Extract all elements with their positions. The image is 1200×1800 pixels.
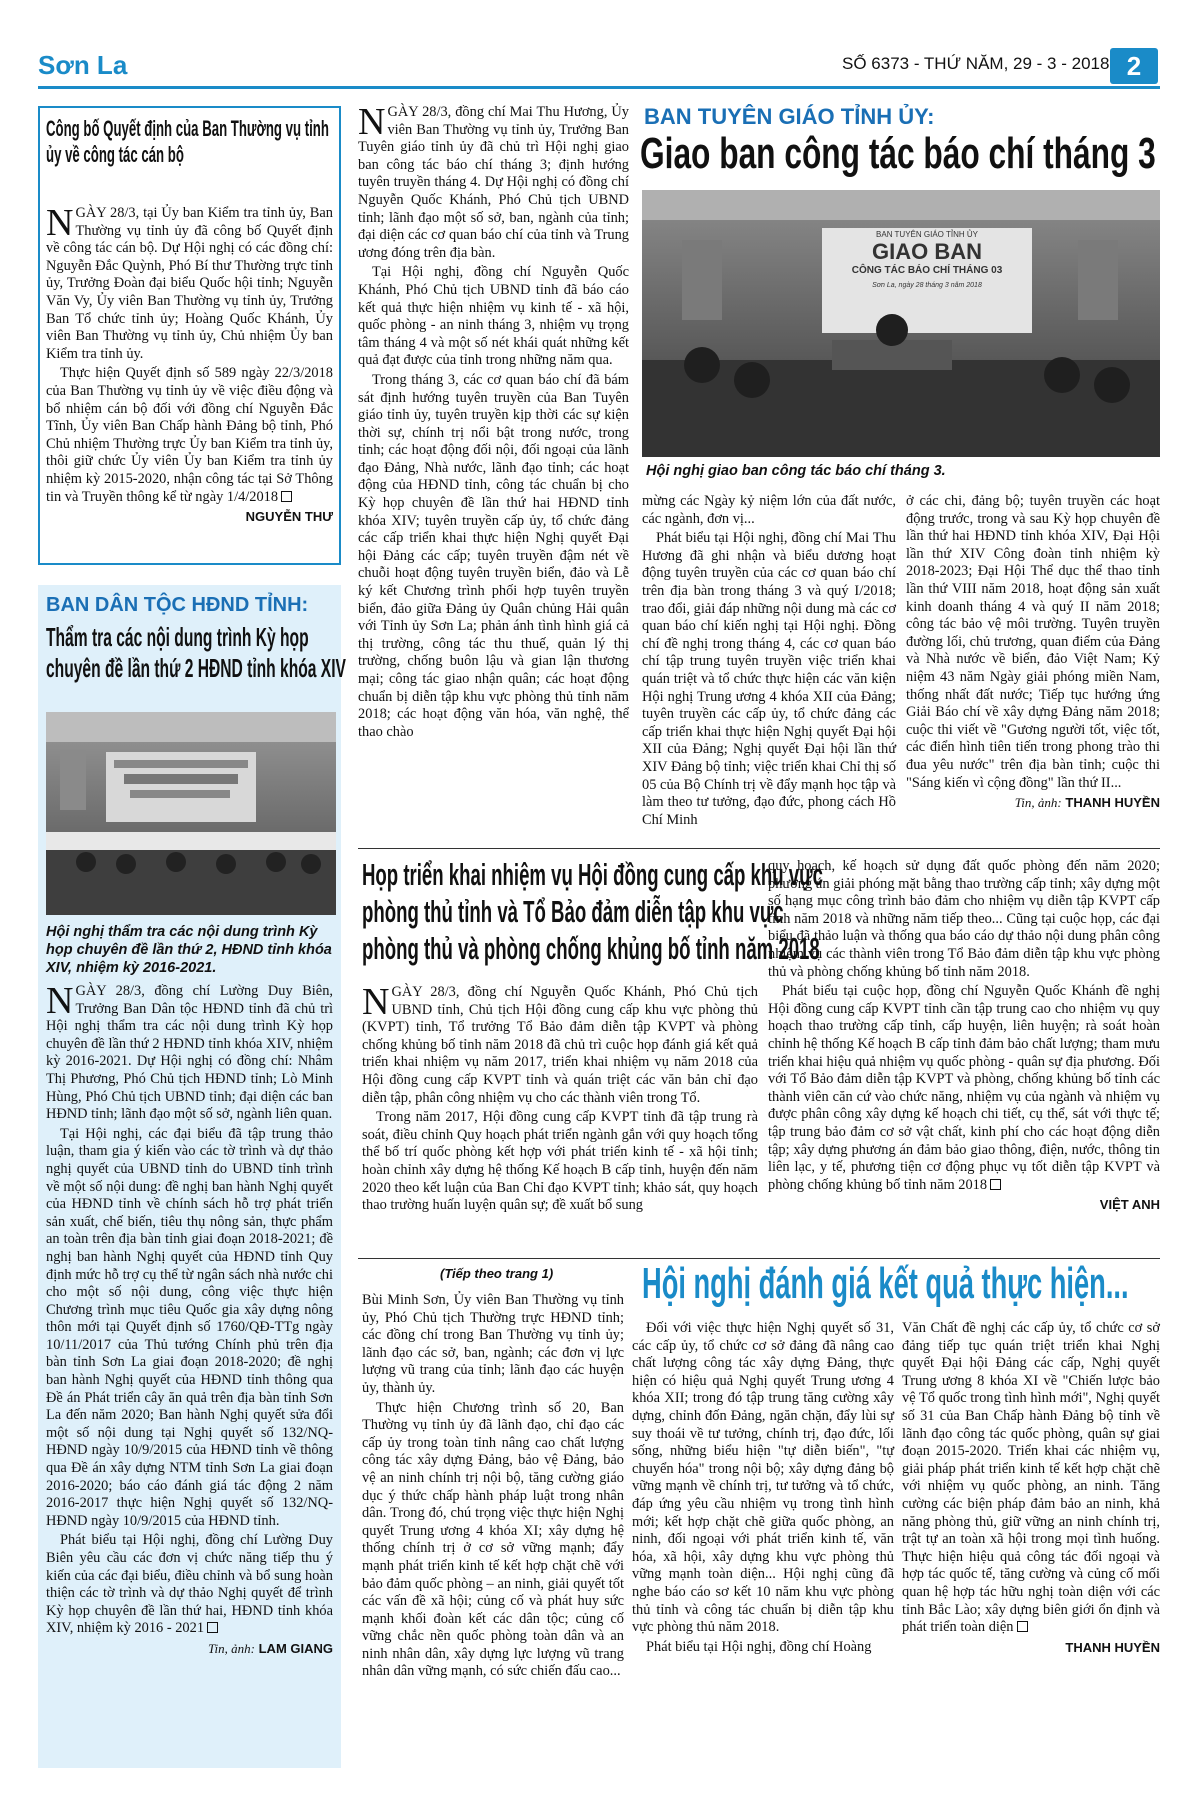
meeting-photo-image (46, 712, 336, 915)
article-1-title: Công bố Quyết định của Ban Thường vụ tỉnh ủy về công tác cán bộ (46, 116, 329, 167)
continued-note: (Tiếp theo trang 1) (440, 1266, 554, 1281)
article-3-caption: Hội nghị giao ban công tác báo chí tháng 3. (646, 463, 946, 479)
article-2-photo (46, 712, 336, 915)
end-mark-icon (281, 491, 292, 502)
article-3-col-3: ở các chi, đảng bộ; tuyên truyền các hoạt động trước, trong và sau Kỳ họp chuyên đề lần thứ hai HĐND tỉnh khóa XIV, Đại Hội lần thứ XIV Công đoàn tỉnh nhiệm kỳ 2018-2023; Đại Hội Thể dục thể thao tỉnh lần thứ VIII năm 2018, hoạt động sản xuất kinh doanh tháng 4 và quý II năm 2018; công tác bảo vệ môi trường. Tuyên truyền đường lối, chủ trương, quan điểm của Đảng và Nhà nước về biển, đảo Việt Nam; Kỷ niệm 43 năm Ngày giải phóng miền Nam, thống nhất đất nước; Tiếp tục hướng ứng Giải Báo chí về xây dựng Đảng năm 2018; cuộc thi viết về "Gương người tốt, việc tốt, các điển hình tiên tiến trong phong trào thi đua yêu nước" trên địa bàn tỉnh; cuộc thi "Sáng kiến vì cộng đồng" lần thứ II... Tin, ảnh: THANH HUYỀN (906, 493, 1160, 811)
end-mark-icon (207, 1622, 218, 1633)
article-5-author: THANH HUYỀN (1065, 1639, 1160, 1655)
article-3-col-1: NGÀY 28/3, đồng chí Mai Thu Hương, Ủy viên Ban Thường vụ tỉnh ủy, Trưởng Ban Tuyên giáo tỉnh ủy đã chủ trì Hội nghị giao ban công tác báo chí tháng 3; định hướng tuyên truyền tháng 4. Dự Hội nghị có đồng chí Nguyễn Quốc Khánh, Phó Chủ tịch UBND tỉnh; lãnh đạo một số sở, ban, ngành của tỉnh; đại diện các cơ quan báo chí của tỉnh và Trung ương đóng trên địa bàn. Tại Hội nghị, đồng chí Nguyễn Quốc Khánh, Phó Chủ tịch UBND tỉnh đã báo cáo kết quả thực hiện nhiệm vụ kinh tế - xã hội, quốc phòng - an ninh tháng 3, nhiệm vụ trọng tâm tháng 4 và một số nét khái quát những kết quả đạt được của tỉnh trong những năm qua. Trong tháng 3, các cơ quan báo chí đã bám sát định hướng tuyên truyền của Ban Tuyên giáo tỉnh ủy, tuyên truyền kịp thời các sự kiện thời sự, chính trị nổi bật trong nước, trong tỉnh; các hoạt động đối nội, đối ngoại của lãnh đạo Đảng, Nhà nước, lãnh đạo tỉnh; các hoạt động của HĐND tỉnh, công tác chuẩn bị cho Kỳ họp chuyên đề lần thứ hai HĐND tỉnh khóa XIV; tuyên truyền cấp ủy, tổ chức đảng các cấp triển khai thực hiện Nghị quyết Đại hội Đảng các cấp; tuyên truyền đậm nét về chuỗi hoạt động tuyên truyền biển, đảo và Lễ ký kết Chương trình phối hợp tuyên truyền biển, đảo giữa Đảng ủy Quân chủng Hải quân với Tỉnh ủy Sơn La; phản ánh tình hình giá cả thị trường, công tác thu thuế, quản lý thị trường, chống buôn lậu và gian lận thương mại; công tác giao nhận quân; các hoạt động chuẩn bị diễn tập khu vực phòng thủ tỉnh năm 2018; các hoạt động văn hóa, văn nghệ, thể thao chào (358, 101, 629, 740)
article-2-title: Thẩm tra các nội dung trình Kỳ họp chuyên đề lần thứ 2 HĐND tỉnh khóa XIV (46, 622, 346, 683)
end-mark-icon (1017, 1621, 1028, 1632)
issue-info: SỐ 6373 - THỨ NĂM, 29 - 3 - 2018 (842, 54, 1110, 73)
article-3-credit: Tin, ảnh: THANH HUYỀN (1014, 795, 1160, 811)
end-mark-icon (990, 1179, 1001, 1190)
article-4-title: Họp triển khai nhiệm vụ Hội đồng cung cấp khu vực phòng thủ tỉnh và Tổ Bảo đảm diễn tập khu vực phòng thủ và phòng chống khủng bố tỉnh năm 2018 (362, 857, 823, 966)
article-2-caption: Hội nghị thẩm tra các nội dung trình Kỳ họp chuyên đề lần thứ 2, HĐND tỉnh khóa XIV, nhiệm kỳ 2016-2021. (46, 924, 332, 976)
article-5-col-3: Văn Chất đề nghị các cấp ủy, tổ chức cơ sở đảng tiếp tục quán triệt triển khai Nghị quyết Đại hội Đảng các cấp, Nghị quyết Trung ương 8 khóa XI về "Chiến lược bảo vệ Tổ quốc trong tình hình mới", Nghị quyết số 31 của Ban Chấp hành Đảng bộ tỉnh về lãnh đạo công tác quốc phòng, quân sự giai đoạn 2015-2020. Triển khai các nhiệm vụ, giải pháp phát triển kinh tế kết hợp chặt chẽ với nhiệm vụ quốc phòng, an ninh. Tăng cường các biện pháp đảm bảo an ninh, khả năng phòng thủ, giữ vững an ninh chính trị, trật tự an toàn xã hội trong mọi tình huống. Thực hiện hiệu quả công tác đối ngoại và hợp tác quốc tế, tăng cường và củng cố mối quan hệ hợp tác hữu nghị toàn diện với các tỉnh Bắc Lào; xây dựng biên giới ổn định và phát triển toàn diện THANH HUYỀN (902, 1320, 1160, 1655)
article-5-col-2: Đối với việc thực hiện Nghị quyết số 31, các cấp ủy, tổ chức cơ sở đảng đã nâng cao chất lượng công tác xây dựng Đảng, thực hiện có hiệu quả Nghị quyết Trung ương 4 khóa XII; trong đó tập trung tăng cường xây dựng, chỉnh đốn Đảng, ngăn chặn, đẩy lùi sự suy thoái về tư tưởng, chính trị, đạo đức, lối sống, những biểu hiện "tự diễn biến", "tự chuyển hóa" trong nội bộ; xây dựng đảng bộ vững mạnh về chính trị, tư tưởng và tổ chức, đáp ứng yêu cầu nhiệm vụ trong tình hình mới; kết hợp chặt chẽ giữa quốc phòng, an ninh, đối ngoại với phát triển kinh tế, văn hóa, xã hội, xây dựng khu vực phòng thủ vững mạnh toàn diện... Hội nghị cũng đã nghe báo cáo sơ kết 10 năm khu vực phòng thủ tỉnh và công tác chuẩn bị diễn tập khu vực phòng thủ năm 2018. Phát biểu tại Hội nghị, đồng chí Hoàng (632, 1320, 894, 1655)
masthead-brand: Sơn La (38, 50, 128, 80)
article-4-col-1: NGÀY 28/3, đồng chí Nguyễn Quốc Khánh, Phó Chủ tịch UBND tỉnh, Chủ tịch Hội đồng cung cấp khu vực phòng thủ (KVPT) tỉnh, Tổ trưởng Tổ Bảo đảm diễn tập KVPT và phòng chống khủng bố tỉnh năm 2018 đã chủ trì cuộc họp đánh giá kết quả triển khai nhiệm vụ năm 2017, triển khai nhiệm vụ năm 2018 của Hội đồng cung cấp KVPT tỉnh và quán triệt các văn bản chỉ đạo diễn tập, phân công nhiệm vụ cho các thành viên trong Tổ. Trong năm 2017, Hội đồng cung cấp KVPT tỉnh đã tập trung rà soát, điều chỉnh Quy hoạch phát triển ngành gắn với quy hoạch tổng thể bố trí quốc phòng kết hợp với phát triển kinh tế - xã hội tỉnh; hoàn chỉnh xây dựng hệ thống Kế hoạch B cấp tỉnh, huyện đến năm 2020 theo kết luận của Ban Chỉ đạo KVPT tỉnh; khảo sát, quy hoạch thao trường huấn luyện quân sự; đề xuất bổ sung (362, 981, 758, 1214)
article-2-kicker: BAN DÂN TỘC HĐND TỈNH: (46, 594, 309, 616)
article-3-photo (642, 190, 1160, 457)
page-number: 2 (1110, 48, 1158, 84)
article-2-credit: Tin, ảnh: LAM GIANG (208, 1640, 333, 1656)
article-1-author: NGUYỄN THƯ (245, 509, 333, 525)
article-3-kicker: BAN TUYÊN GIÁO TỈNH ỦY: (644, 104, 935, 129)
article-2-body: NGÀY 28/3, đồng chí Lường Duy Biên, Trưởng Ban Dân tộc HĐND tỉnh đã chủ trì Hội nghị thẩm tra các nội dung trình Kỳ họp chuyên đề lần thứ 2 HĐND tỉnh khóa XIV, nhiệm kỳ 2016-2021. Dự Hội nghị có đồng chí: Nhâm Thị Phương, Phó Chủ tịch HĐND tỉnh; Lò Minh Hùng, Phó Chủ tịch UBND tỉnh; đại diện các ban HĐND tỉnh; lãnh đạo một số sở, ngành liên quan. Tại Hội nghị, các đại biểu đã tập trung thảo luận, tham gia ý kiến vào các tờ trình và dự thảo nghị quyết của UBND tỉnh do UBND tỉnh trình về một số nội dung: đề nghị ban hành Nghị quyết của HĐND tỉnh về chính sách hỗ trợ phát triển sản xuất, chế biến, tiêu thụ nông sản, thực phẩm an toàn trên địa bàn tỉnh giai đoạn 2018-2021; đề nghị ban hành Nghị quyết của HĐND tỉnh Quy định mức hỗ trợ cụ thể từ ngân sách nhà nước chi cho một số nội dung, công việc thực hiện Chương trình mục tiêu Quốc gia xây dựng nông thôn mới tại Quyết định số 1760/QĐ-TTg ngày 10/11/2017 của Thủ tướng Chính phủ trên địa bàn tỉnh Sơn La giai đoạn 2018-2020; đề nghị ban hành Nghị quyết của HĐND tỉnh thông qua Đề án Phát triển cây ăn quả trên địa bàn tỉnh Sơn La đến năm 2020; Ban hành Nghị quyết sửa đổi một số nội dung tại Nghị quyết số 132/NQ-HĐND ngày 10/9/2015 của HĐND tỉnh về thông qua Đề án xây dựng NTM tỉnh Sơn La giai đoạn 2016-2020; báo cáo đánh giá tác động 2 năm 2016-2017 thực hiện Nghị quyết số 132/NQ-HĐND ngày 10/9/2015 của HĐND tỉnh. Phát biểu tại Hội nghị, đồng chí Lường Duy Biên yêu cầu các đơn vị chức năng tiếp thu ý kiến của các đại biểu, điều chỉnh và bổ sung hoàn thiện các tờ trình và dự thảo Nghị quyết để trình Kỳ họp chuyên đề lần thứ hai, HĐND tỉnh khóa XIV, nhiệm kỳ 2016 - 2021 Tin, ảnh: LAM GIANG (46, 980, 333, 1656)
article-1-body: NGÀY 28/3, tại Ủy ban Kiểm tra tỉnh ủy, Ban Thường vụ tỉnh ủy đã công bố Quyết định về công tác cán bộ. Dự Hội nghị có các đồng chí: Nguyễn Đắc Quỳnh, Phó Bí thư Thường trực tỉnh ủy, Trưởng Đoàn đại biểu Quốc hội tỉnh; Nguyễn Văn Vy, Ủy viên Ban Thường vụ tỉnh ủy, Trưởng Ban Tổ chức tỉnh ủy; Hoàng Quốc Khánh, Ủy viên Ban Thường vụ tỉnh ủy, Chủ nhiệm Ủy ban Kiểm tra tỉnh ủy. Thực hiện Quyết định số 589 ngày 22/3/2018 của Ban Thường vụ tỉnh ủy về việc điều động và bổ nhiệm cán bộ đối với đồng chí Nguyễn Đắc Tĩnh, Ủy viên Ban Chấp hành Đảng bộ tỉnh, Phó Chủ nhiệm Thường trực Ủy ban Kiểm tra tỉnh ủy, thôi giữ chức Ủy viên Ủy ban Kiểm tra tỉnh ủy nhiệm kỳ 2015-2020, nhận công tác tại Sở Thông tin và Truyền thông kể từ ngày 1/4/2018 NGUYỄN THƯ (46, 202, 333, 525)
article-4-author: VIỆT ANH (1099, 1197, 1160, 1213)
photo-banner: BAN TUYÊN GIÁO TỈNH ỦY GIAO BAN CÔNG TÁC BÁO CHÍ THÁNG 03 Sơn La, ngày 28 tháng 3 năm 2018 (851, 230, 1003, 289)
article-5-col-1: Bùi Minh Sơn, Ủy viên Ban Thường vụ tỉnh ủy, Phó Chủ tịch Thường trực HĐND tỉnh; các đồng chí trong Ban Thường vụ tỉnh ủy; lãnh đạo các sở, ban, ngành; các đơn vị lực lượng vũ trang của tỉnh; lãnh đạo các huyện ủy, thành ủy. Thực hiện Chương trình số 20, Ban Thường vụ tỉnh ủy đã lãnh đạo, chỉ đạo các cấp ủy trong toàn tỉnh nâng cao chất lượng công tác xây dựng Đảng, bảo vệ Đảng, bảo vệ an ninh chính trị nội bộ, tăng cường giáo dục ý thức chấp hành pháp luật trong nhân dân. Trong đó, chú trọng việc thực hiện Nghị quyết Trung ương 4 khóa XI; xây dựng hệ thống chính trị ở cơ sở vững mạnh; đẩy mạnh phát triển kinh tế kết hợp chặt chẽ với bảo đảm quốc phòng – an ninh, giải quyết tốt các vấn đề xã hội; củng cố và phát huy sức mạnh khối đoàn kết các dân tộc; củng cố vững chắc nền quốc phòng toàn dân và an ninh nhân dân, xây dựng lực lượng vũ trang nhân dân vững mạnh, có sức chiến đấu cao... (362, 1292, 624, 1680)
header-rule (38, 86, 1160, 89)
article-3-title: Giao ban công tác báo chí tháng 3 (640, 129, 1156, 178)
article-4-col-2: quy hoạch, kế hoạch sử dụng đất quốc phòng đến năm 2020; phương án giải phóng mặt bằng thao trường cấp tỉnh; xây dựng một số hạng mục công trình bảo đảm cho nhiệm vụ diễn tập KVPT cấp tỉnh năm 2018 và những năm tiếp theo... Cũng tại cuộc họp, các đại biểu đã thảo luận và thống qua báo cáo dự thảo nội dung phân công nhiệm vụ các thành viên trong Tổ Bảo đảm diễn tập khu vực phòng thủ và phòng chống khủng bố tỉnh năm 2018. Phát biểu tại cuộc họp, đồng chí Nguyễn Quốc Khánh đề nghị Hội đồng cung cấp KVPT tỉnh cần tập trung cao cho nhiệm vụ quy hoạch thao trường cấp tỉnh, cấp huyện, liên huyện; rà soát hoàn chỉnh hệ thống Kế hoạch B cấp tỉnh đảm bảo chất lượng; tham mưu triển khai hiệu quả nhiệm vụ quốc phòng - quân sự địa phương. Đối với Tổ Bảo đảm diễn tập KVPT và phòng, chống khủng bố tỉnh các thành viên căn cứ vào chức năng, nhiệm vụ của ngành và nhiệm vụ được phân công xây dựng kế hoạch chi tiết, cụ thể, sát với thực tế; tập trung bảo đảm cơ sở vật chất, kinh phí cho các hoạt động diễn tập; xây dựng phương án đảm bảo giao thông, điện, nước, thông tin liên lạc, y tế, phương tiện cơ động phục vụ tốt diễn tập KVPT và phòng chống khủng bố tỉnh năm 2018 VIỆT ANH (768, 858, 1160, 1213)
article-5-title: Hội nghị đánh giá kết quả thực hiện... (642, 1259, 1129, 1308)
article-3-col-2: mừng các Ngày kỷ niệm lớn của đất nước, các ngành, đơn vị... Phát biểu tại Hội nghị, đồng chí Mai Thu Hương đã ghi nhận và biểu dương hoạt động tuyên truyền của các cơ quan báo chí trên địa bàn trong tháng 3 và quý I/2018; trao đổi, giải đáp những nội dung mà các cơ quan báo chí kiến nghị tại Hội nghị. Đồng chí đề nghị trong tháng 4, các cơ quan báo chí tập trung tuyên truyền việc triển khai quán triệt và tổ chức thực hiện các văn kiện Hội nghị Trung ương 4 khóa XII của Đảng; tuyên truyền các cấp ủy, tổ chức đảng các cấp triển khai thực hiện Nghị quyết Đại hội XII của Đảng; Nghị quyết Đại hội lần thứ XIV Đảng bộ tỉnh; việc triển khai Chỉ thị số 05 của Bộ Chính trị về đẩy mạnh học tập và làm theo tư tưởng, đạo đức, phong cách Hồ Chí Minh (642, 493, 896, 828)
section-divider (358, 848, 1160, 849)
